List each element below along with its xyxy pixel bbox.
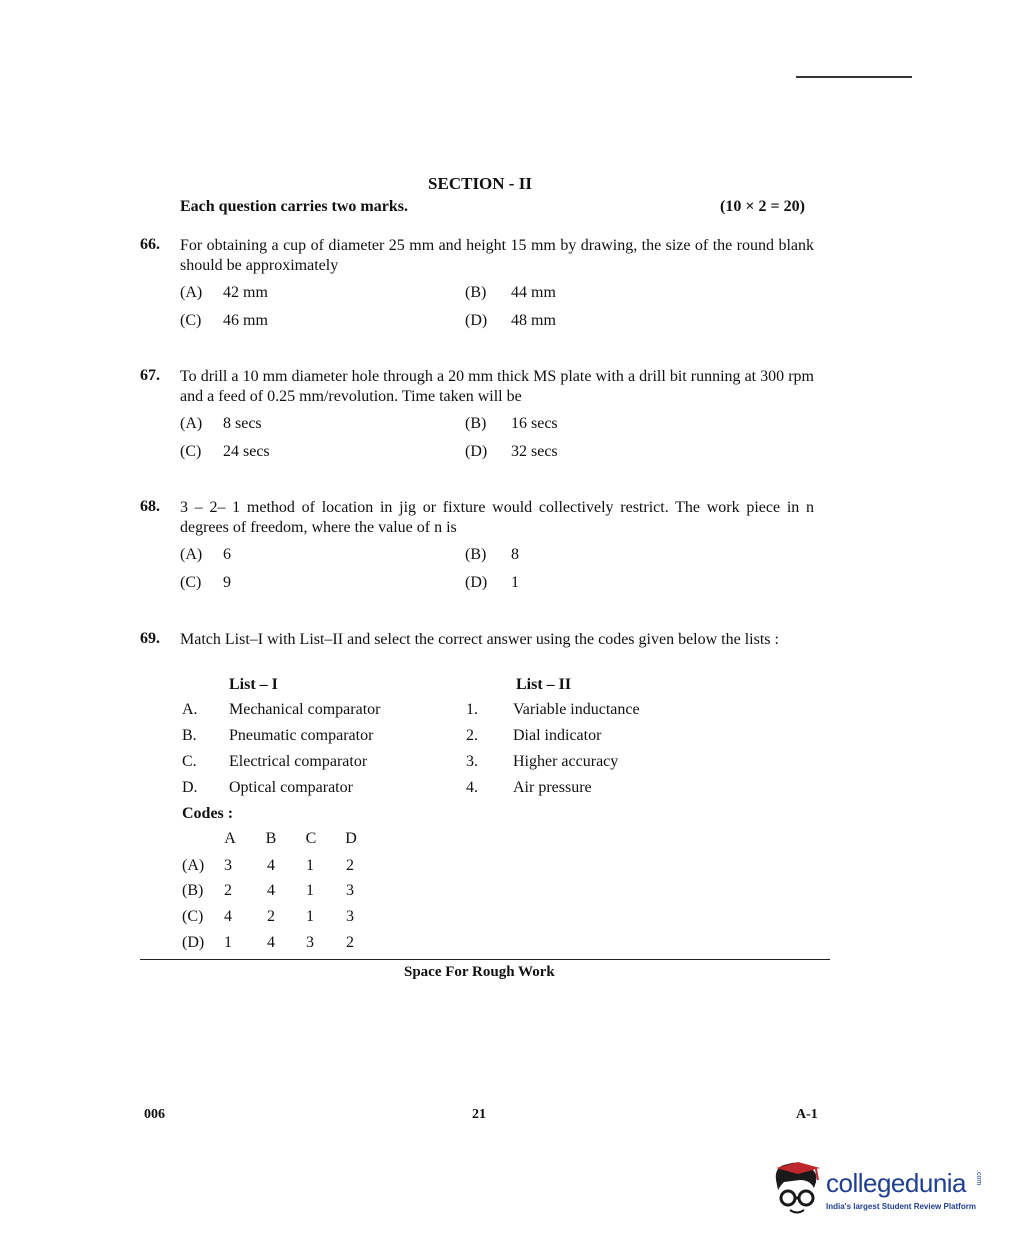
mascot-icon (770, 1158, 824, 1218)
option-value: 46 mm (223, 312, 268, 329)
rough-work-label: Space For Rough Work (404, 964, 555, 980)
list1-key: D. (182, 779, 198, 796)
code-value: 3 (346, 908, 354, 925)
list1-item: Mechanical comparator (229, 701, 381, 718)
header-rule (796, 76, 912, 78)
code-value: 1 (306, 857, 314, 874)
option-label: (A) (180, 284, 203, 301)
option-label: (D) (465, 443, 488, 460)
list2-key: 1. (466, 701, 478, 718)
brand-logo (770, 1158, 990, 1218)
code-header: D (345, 830, 357, 847)
question-text: To drill a 10 mm diameter hole through a 20 mm thick MS plate with a drill bit running at 300 rpm and a feed of 0.25 mm/revolution. Time taken will be (180, 368, 814, 405)
list1-item: Optical comparator (229, 779, 353, 796)
option-label: (C) (180, 443, 202, 460)
question-text: 3 – 2– 1 method of location in jig or fixture would collectively restrict. The work piece in n degrees of freedom, where the value of n is (180, 499, 814, 536)
option-value: 48 mm (511, 312, 556, 329)
option-label: (A) (180, 546, 203, 563)
code-value: 4 (267, 882, 275, 899)
instruction-text: Each question carries two marks. (180, 198, 408, 215)
code-value: 1 (306, 882, 314, 899)
question-text: For obtaining a cup of diameter 25 mm and height 15 mm by drawing, the size of the round blank should be approximately (180, 237, 814, 274)
page-number: 21 (472, 1107, 486, 1122)
list1-item: Pneumatic comparator (229, 727, 374, 744)
code-value: 3 (346, 882, 354, 899)
list1-title: List – I (229, 676, 278, 693)
codes-label: Codes : (182, 805, 234, 822)
brand-name: collegedunia (826, 1168, 967, 1198)
list2-key: 3. (466, 753, 478, 770)
code-value: 3 (306, 934, 314, 951)
option-value: 9 (223, 574, 231, 591)
question-number: 67. (140, 367, 160, 384)
code-header: A (224, 830, 236, 847)
marks-label: (10 × 2 = 20) (720, 198, 805, 215)
list2-item: Higher accuracy (513, 753, 619, 770)
option-value: 8 (511, 546, 519, 563)
option-label: (D) (465, 574, 488, 591)
code-row-label: (C) (182, 908, 204, 925)
list1-key: C. (182, 753, 197, 770)
option-label: (B) (465, 284, 487, 301)
code-header: B (265, 830, 277, 847)
code-value: 2 (346, 934, 354, 951)
option-value: 16 secs (511, 415, 558, 432)
list2-key: 2. (466, 727, 478, 744)
code-row-label: (D) (182, 934, 205, 951)
list2-item: Dial indicator (513, 727, 602, 744)
option-label: (B) (465, 415, 487, 432)
option-label: (A) (180, 415, 203, 432)
code-row-label: (A) (182, 857, 205, 874)
rough-work-rule (140, 959, 830, 960)
list1-key: B. (182, 727, 197, 744)
option-value: 1 (511, 574, 519, 591)
code-value: 1 (224, 934, 232, 951)
code-value: 1 (306, 908, 314, 925)
code-value: 2 (267, 908, 275, 925)
brand-tagline: India's largest Student Review Platform (826, 1202, 976, 1211)
code-value: 2 (224, 882, 232, 899)
code-value: 2 (346, 857, 354, 874)
option-label: (D) (465, 312, 488, 329)
question-number: 68. (140, 498, 160, 515)
list2-item: Variable inductance (513, 701, 640, 718)
code-value: 3 (224, 857, 232, 874)
option-label: (C) (180, 312, 202, 329)
option-value: 24 secs (223, 443, 270, 460)
list2-item: Air pressure (513, 779, 592, 796)
question-number: 69. (140, 630, 160, 647)
question-text: Match List–I with List–II and select the correct answer using the codes given below the lists : (180, 631, 779, 648)
code-value: 4 (267, 934, 275, 951)
code-header: C (305, 830, 317, 847)
brand-suffix: .com (975, 1170, 982, 1186)
code-value: 4 (224, 908, 232, 925)
list2-key: 4. (466, 779, 478, 796)
option-value: 6 (223, 546, 231, 563)
series-code: A-1 (796, 1107, 818, 1122)
code-row-label: (B) (182, 882, 204, 899)
option-value: 42 mm (223, 284, 268, 301)
booklet-code: 006 (144, 1107, 165, 1122)
option-value: 44 mm (511, 284, 556, 301)
option-value: 8 secs (223, 415, 262, 432)
option-label: (C) (180, 574, 202, 591)
list2-title: List – II (516, 676, 572, 693)
code-value: 4 (267, 857, 275, 874)
question-number: 66. (140, 236, 160, 253)
option-value: 32 secs (511, 443, 558, 460)
section-title: SECTION - II (428, 174, 532, 193)
list1-key: A. (182, 701, 198, 718)
option-label: (B) (465, 546, 487, 563)
list1-item: Electrical comparator (229, 753, 368, 770)
